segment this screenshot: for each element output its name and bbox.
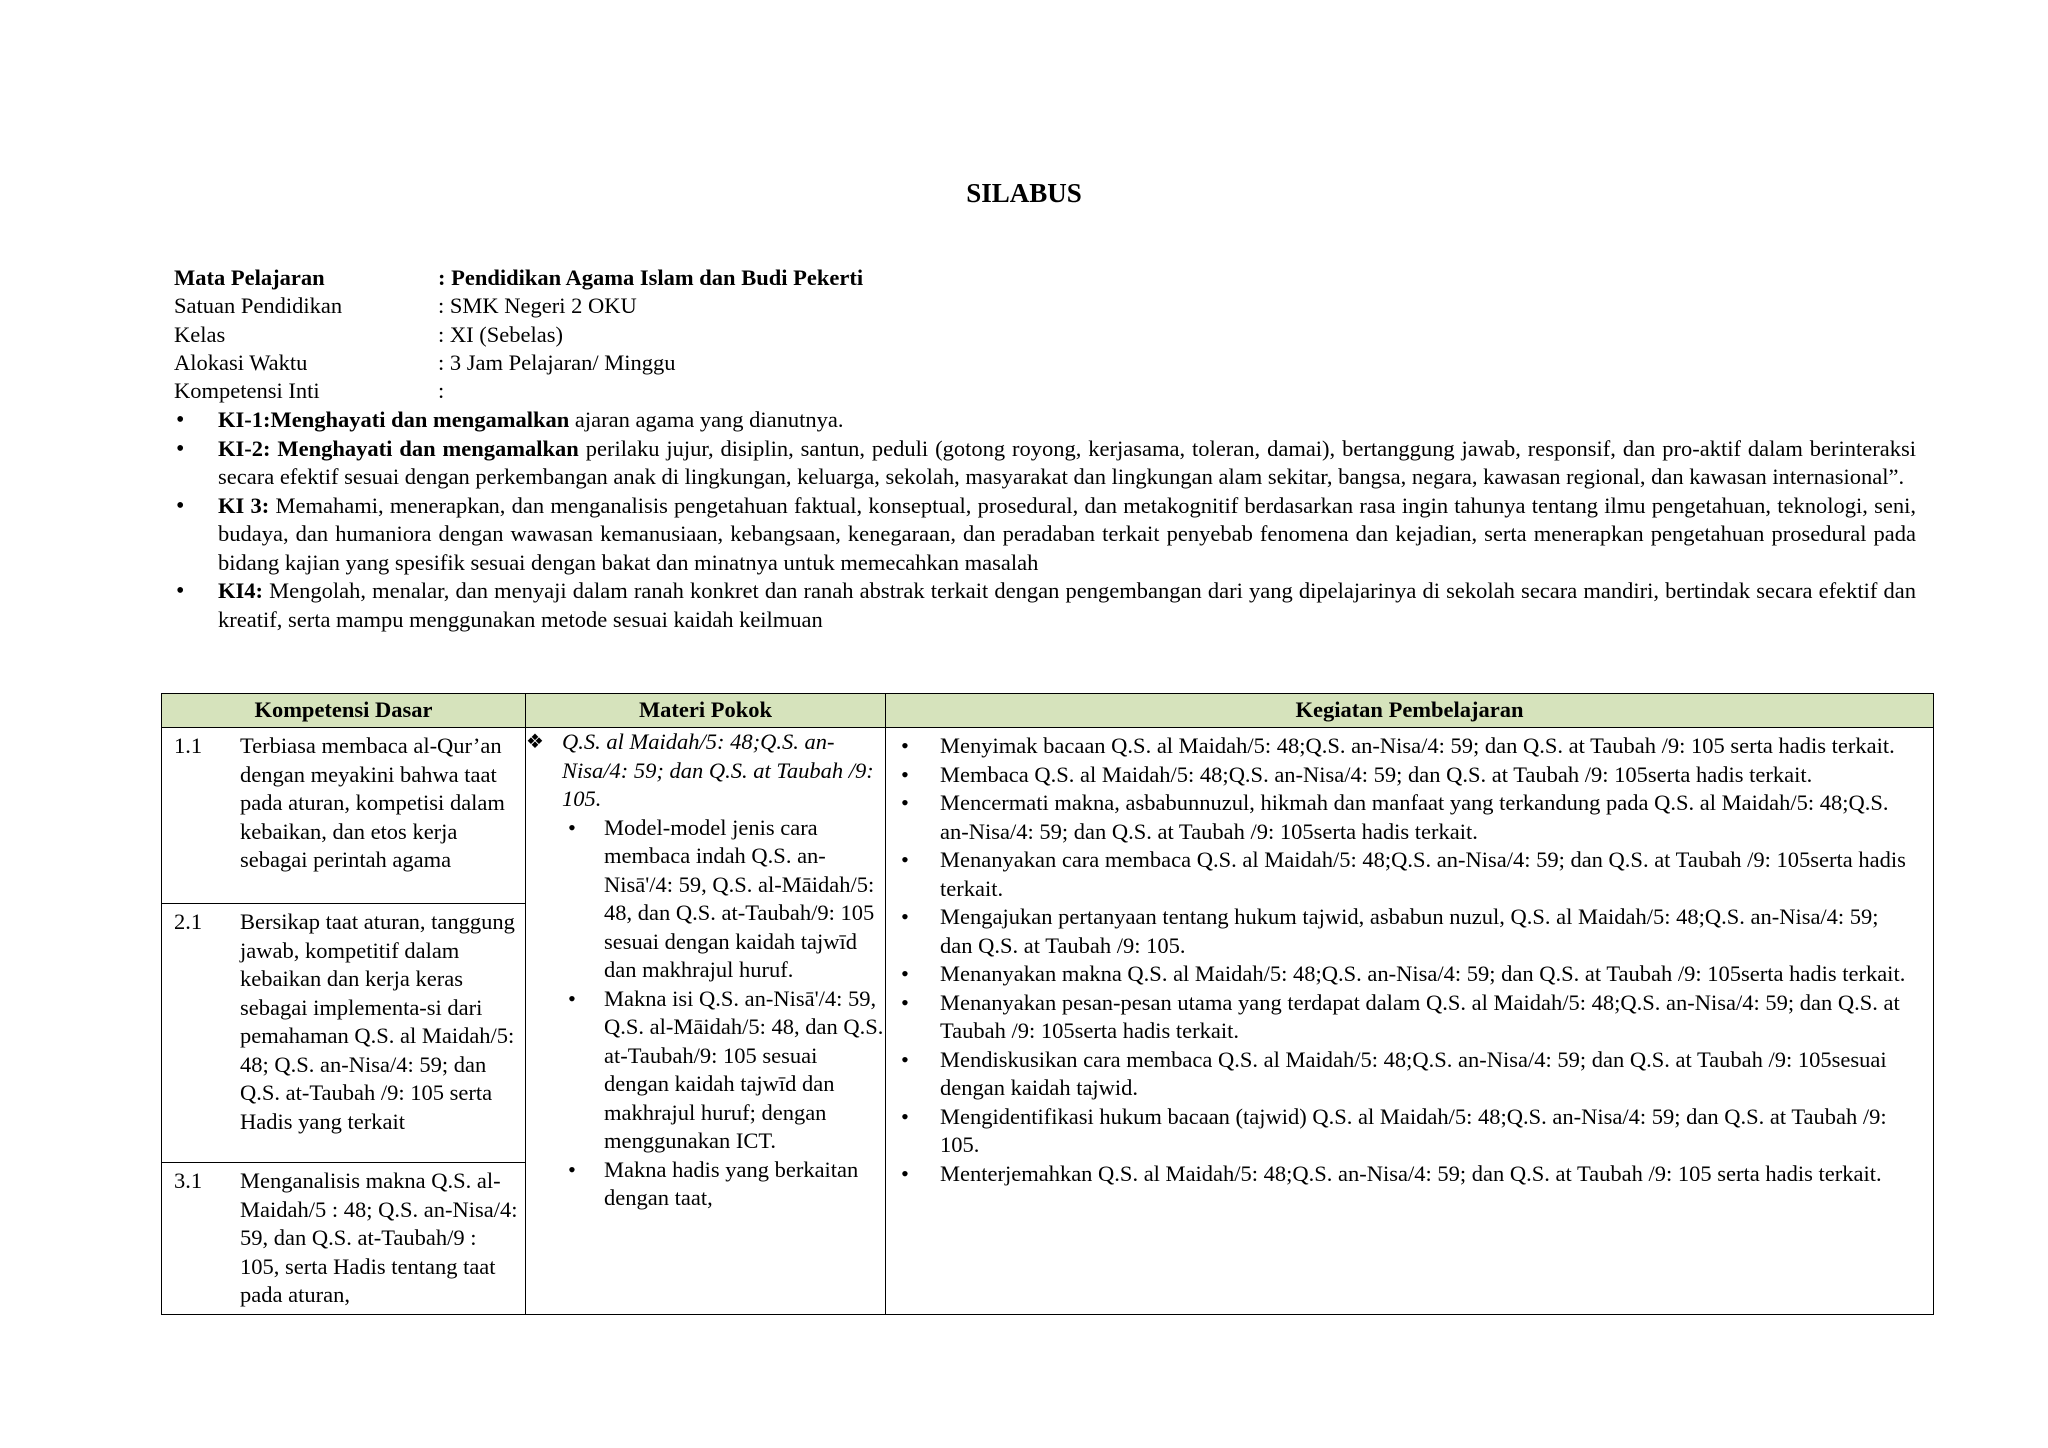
ki-text: ajaran agama yang dianutnya. xyxy=(569,407,844,432)
syllabus-table xyxy=(161,693,1934,1315)
meta-value: : xyxy=(438,378,445,404)
meta-value: : XI (Sebelas) xyxy=(438,321,563,347)
table-row xyxy=(162,728,1934,904)
list-item: • Menanyakan cara membaca Q.S. al Maidah/5: 48;Q.S. an-Nisa/4: 59; dan Q.S. at Taubah /9: 105serta hadis terkait. xyxy=(896,846,1913,903)
meta-key: Kelas xyxy=(174,321,226,347)
kd-item-2-1 xyxy=(162,904,525,1140)
page-title: SILABUS xyxy=(966,178,1082,208)
meta-key: Mata Pelajaran xyxy=(174,265,325,290)
ki-label: KI4: xyxy=(218,578,263,603)
meta-value: : Pendidikan Agama Islam dan Budi Pekerti xyxy=(438,265,864,290)
ki-text: perilaku jujur, disiplin, santun, peduli (gotong royong, kerjasama, toleran, damai), bertanggung jawab, responsif, dan pro-aktif dalam berinteraksi secara efektif sesuai dengan perkembangan anak di lingkungan, keluarga, sekolah, masyarakat dan lingkungan alam sekitar, bangsa, negara, kawasan regional, dan kawasan internasional”. xyxy=(218,435,1916,489)
ki-item-2 xyxy=(174,435,1916,492)
kd-item-1-1 xyxy=(162,728,525,879)
kd-number: 3.1 xyxy=(174,1168,203,1193)
kd-cell xyxy=(162,1163,526,1315)
ki-label: KI 3: xyxy=(218,492,270,518)
kd-cell xyxy=(162,728,526,904)
meta-row-kelas xyxy=(174,321,1934,349)
meta-row-kompetensi-inti xyxy=(174,377,1934,405)
list-item: • Menanyakan makna Q.S. al Maidah/5: 48;Q.S. an-Nisa/4: 59; dan Q.S. at Taubah /9: 105serta hadis terkait. xyxy=(896,960,1913,989)
list-item: • Mengidentifikasi hukum bacaan (tajwid) Q.S. al Maidah/5: 48;Q.S. an-Nisa/4: 59; dan Q.S. at Taubah /9: 105. xyxy=(896,1103,1913,1160)
ki-text: Memahami, menerapkan, dan menganalisis pengetahuan faktual, konseptual, prosedural, dan metakognitif berdasarkan rasa ingin tahunya tentang ilmu pengetahuan, teknologi, seni, budaya, dan humaniora dengan wawasan kemanusiaan, kebangsaan, kenegaraan, dan peradaban terkait penyebab fenomena dan kejadian, serta menerapkan pengetahuan prosedural pada bidang kajian yang spesifik sesuai dengan bakat dan minatnya untuk memecahkan masalah xyxy=(218,492,1917,575)
ki-item-4 xyxy=(174,577,1916,634)
ki-label: KI-1:Menghayati dan mengamalkan xyxy=(218,407,570,432)
kd-text: Bersikap taat aturan, tanggung jawab, kompetitif dalam kebaikan dan kerja keras sebagai implementa-si dari pemahaman Q.S. al Maidah/5: 48; Q.S. an-Nisa/4: 59; dan Q.S. at-Taubah /9: 105 serta Hadis yang terkait xyxy=(240,909,515,1134)
list-item: • Membaca Q.S. al Maidah/5: 48;Q.S. an-Nisa/4: 59; dan Q.S. at Taubah /9: 105serta hadis terkait. xyxy=(896,761,1913,790)
diamond-bullet-icon: ❖ xyxy=(526,731,544,753)
kegiatan-cell xyxy=(886,728,1934,1315)
meta-value: : SMK Negeri 2 OKU xyxy=(438,293,637,319)
kd-cell xyxy=(162,904,526,1163)
list-item: • Mengajukan pertanyaan tentang hukum tajwid, asbabun nuzul, Q.S. al Maidah/5: 48;Q.S. an-Nisa/4: 59; dan Q.S. at Taubah /9: 105. xyxy=(896,903,1913,960)
header-materi-pokok: Materi Pokok xyxy=(526,694,886,728)
kd-number: 1.1 xyxy=(174,733,203,758)
kompetensi-inti-list xyxy=(174,406,1916,634)
meta-row-mata-pelajaran xyxy=(174,264,1934,292)
list-item: • Makna isi Q.S. an-Nisā'/4: 59, Q.S. al-Māidah/5: 48, dan Q.S. at-Taubah/9: 105 sesuai dengan kaidah tajwīd dan makhrajul huruf; dengan menggunakan ICT. xyxy=(560,985,885,1156)
kd-item-3-1 xyxy=(162,1163,525,1314)
ki-item-3 xyxy=(174,492,1916,578)
list-item: • Mendiskusikan cara membaca Q.S. al Maidah/5: 48;Q.S. an-Nisa/4: 59; dan Q.S. at Taubah /9: 105sesuai dengan kaidah tajwid. xyxy=(896,1046,1913,1103)
materi-main-text: Q.S. al Maidah/5: 48;Q.S. an-Nisa/4: 59; dan Q.S. at Taubah /9: 105. xyxy=(562,729,874,811)
header-kegiatan-pembelajaran: Kegiatan Pembelajaran xyxy=(886,694,1934,728)
list-item: • Makna hadis yang berkaitan dengan taat, xyxy=(560,1156,885,1213)
list-item: • Menanyakan pesan-pesan utama yang terdapat dalam Q.S. al Maidah/5: 48;Q.S. an-Nisa/4: 59; dan Q.S. at Taubah /9: 105serta hadis terkait. xyxy=(896,989,1913,1046)
list-item: • Mencermati makna, asbabunnuzul, hikmah dan manfaat yang terkandung pada Q.S. al Maidah/5: 48;Q.S. an-Nisa/4: 59; dan Q.S. at Taubah /9: 105serta hadis terkait. xyxy=(896,789,1913,846)
list-item: • Menyimak bacaan Q.S. al Maidah/5: 48;Q.S. an-Nisa/4: 59; dan Q.S. at Taubah /9: 105 serta hadis terkait. xyxy=(896,732,1913,761)
meta-key: Satuan Pendidikan xyxy=(174,293,343,319)
meta-key: Kompetensi Inti xyxy=(174,378,320,404)
materi-pokok-cell xyxy=(526,728,886,1315)
materi-main xyxy=(526,728,885,814)
meta-row-satuan-pendidikan xyxy=(174,292,1934,320)
ki-label: KI-2: Menghayati dan mengamalkan xyxy=(218,435,579,461)
kd-text: Terbiasa membaca al-Qur’an dengan meyakini bahwa taat pada aturan, kompetisi dalam kebaikan, dan etos kerja sebagai perintah agama xyxy=(240,733,505,872)
ki-item-1 xyxy=(174,406,1916,435)
materi-sub-list xyxy=(526,814,885,1213)
kd-text: Menganalisis makna Q.S. al-Maidah/5 : 48; Q.S. an-Nisa/4: 59, dan Q.S. at-Taubah/9 : 105, serta Hadis tentang taat pada aturan, xyxy=(240,1168,518,1307)
list-item: • Menterjemahkan Q.S. al Maidah/5: 48;Q.S. an-Nisa/4: 59; dan Q.S. at Taubah /9: 105 serta hadis terkait. xyxy=(896,1160,1913,1189)
table-header-row xyxy=(162,694,1934,728)
meta-key: Alokasi Waktu xyxy=(174,349,308,375)
header-kompetensi-dasar: Kompetensi Dasar xyxy=(162,694,526,728)
meta-value: : 3 Jam Pelajaran/ Minggu xyxy=(438,349,676,375)
kd-number: 2.1 xyxy=(174,909,203,934)
kegiatan-list xyxy=(886,728,1933,1188)
identity-block xyxy=(174,264,1934,405)
list-item: • Model-model jenis cara membaca indah Q.S. an-Nisā'/4: 59, Q.S. al-Māidah/5: 48, dan Q.S. at-Taubah/9: 105 sesuai dengan kaidah tajwīd dan makhrajul huruf. xyxy=(560,814,885,985)
ki-text: Mengolah, menalar, dan menyaji dalam ranah konkret dan ranah abstrak terkait dengan pengembangan dari yang dipelajarinya di sekolah secara mandiri, bertindak secara efektif dan kreatif, serta mampu menggunakan metode sesuai kaidah keilmuan xyxy=(218,578,1916,632)
meta-row-alokasi-waktu xyxy=(174,349,1934,377)
